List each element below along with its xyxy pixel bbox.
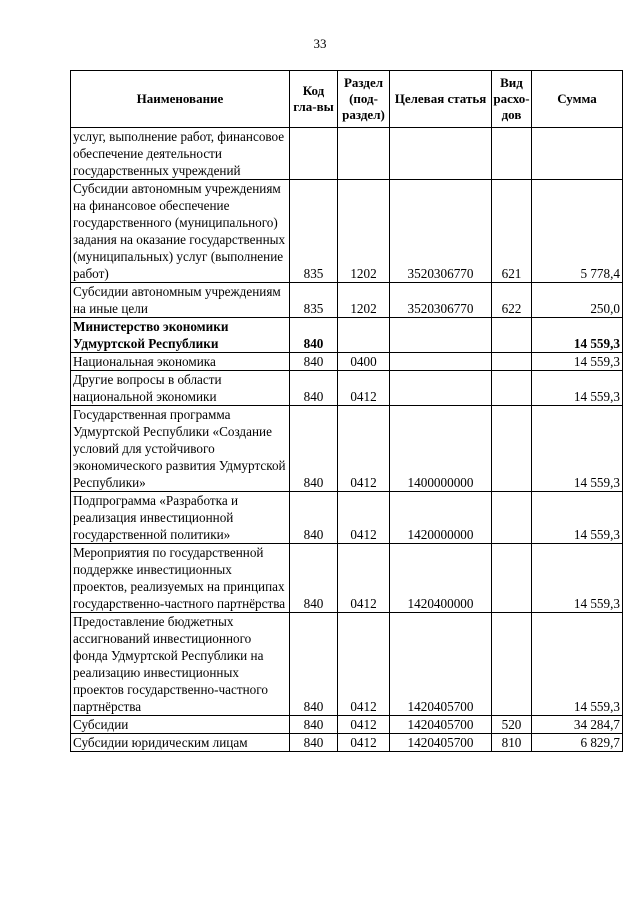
table-row xyxy=(71,406,623,492)
cell-chapter: 840 xyxy=(290,371,338,406)
cell-section: 0412 xyxy=(338,406,390,492)
cell-chapter: 835 xyxy=(290,180,338,283)
cell-target xyxy=(390,128,492,180)
table-row xyxy=(71,371,623,406)
cell-name: услуг, выполнение работ, финансовое обеспечение деятельности государственных учреждений xyxy=(71,128,290,180)
table-row xyxy=(71,544,623,613)
cell-type xyxy=(492,128,532,180)
cell-section xyxy=(338,318,390,353)
cell-sum: 14 559,3 xyxy=(532,318,623,353)
header-type: Вид расхо-дов xyxy=(492,71,532,128)
cell-section: 0412 xyxy=(338,716,390,734)
cell-name: Министерство экономики Удмуртской Республики xyxy=(71,318,290,353)
cell-section: 0412 xyxy=(338,734,390,752)
table-row xyxy=(71,613,623,716)
cell-chapter xyxy=(290,128,338,180)
table-body xyxy=(71,128,623,752)
cell-type: 621 xyxy=(492,180,532,283)
cell-name: Субсидии автономным учреждениям на иные цели xyxy=(71,283,290,318)
table-row xyxy=(71,734,623,752)
cell-type xyxy=(492,318,532,353)
table-row xyxy=(71,492,623,544)
cell-target xyxy=(390,353,492,371)
cell-target: 1420400000 xyxy=(390,544,492,613)
cell-type xyxy=(492,406,532,492)
cell-chapter: 840 xyxy=(290,318,338,353)
cell-name: Государственная программа Удмуртской Республики «Создание условий для устойчивого экономического развития Удмуртской Республики» xyxy=(71,406,290,492)
cell-type xyxy=(492,353,532,371)
cell-target: 1420405700 xyxy=(390,716,492,734)
cell-sum: 14 559,3 xyxy=(532,353,623,371)
cell-chapter: 840 xyxy=(290,716,338,734)
cell-chapter: 840 xyxy=(290,734,338,752)
cell-name: Субсидии xyxy=(71,716,290,734)
cell-sum: 250,0 xyxy=(532,283,623,318)
cell-target: 1420000000 xyxy=(390,492,492,544)
cell-type: 810 xyxy=(492,734,532,752)
cell-section: 0400 xyxy=(338,353,390,371)
cell-type: 622 xyxy=(492,283,532,318)
cell-chapter: 840 xyxy=(290,353,338,371)
cell-section: 0412 xyxy=(338,492,390,544)
cell-type: 520 xyxy=(492,716,532,734)
cell-name: Мероприятия по государственной поддержке инвестиционных проектов, реализуемых на принципах государственно-частного партнёрства xyxy=(71,544,290,613)
cell-chapter: 840 xyxy=(290,613,338,716)
table-row xyxy=(71,318,623,353)
cell-sum: 14 559,3 xyxy=(532,544,623,613)
cell-target: 3520306770 xyxy=(390,283,492,318)
cell-chapter: 840 xyxy=(290,544,338,613)
cell-name: Национальная экономика xyxy=(71,353,290,371)
cell-target: 3520306770 xyxy=(390,180,492,283)
cell-type xyxy=(492,613,532,716)
cell-section: 0412 xyxy=(338,613,390,716)
cell-section: 0412 xyxy=(338,544,390,613)
cell-sum xyxy=(532,128,623,180)
cell-section xyxy=(338,128,390,180)
cell-chapter: 840 xyxy=(290,492,338,544)
table-header-row xyxy=(71,71,623,128)
cell-type xyxy=(492,492,532,544)
cell-sum: 5 778,4 xyxy=(532,180,623,283)
table-row xyxy=(71,353,623,371)
cell-sum: 6 829,7 xyxy=(532,734,623,752)
cell-name: Субсидии автономным учреждениям на финансовое обеспечение государственного (муниципального) задания на оказание государственных (муниципальных) услуг (выполнение работ) xyxy=(71,180,290,283)
cell-target: 1420405700 xyxy=(390,734,492,752)
cell-chapter: 840 xyxy=(290,406,338,492)
cell-name: Предоставление бюджетных ассигнований инвестиционного фонда Удмуртской Республики на реализацию инвестиционных проектов государственно-частного партнёрства xyxy=(71,613,290,716)
cell-section: 0412 xyxy=(338,371,390,406)
header-target: Целевая статья xyxy=(390,71,492,128)
table-row xyxy=(71,128,623,180)
cell-section: 1202 xyxy=(338,180,390,283)
cell-name: Другие вопросы в области национальной экономики xyxy=(71,371,290,406)
cell-sum: 14 559,3 xyxy=(532,492,623,544)
cell-sum: 14 559,3 xyxy=(532,371,623,406)
table-row xyxy=(71,283,623,318)
cell-type xyxy=(492,544,532,613)
table-row xyxy=(71,716,623,734)
cell-name: Субсидии юридическим лицам xyxy=(71,734,290,752)
cell-chapter: 835 xyxy=(290,283,338,318)
cell-target: 1400000000 xyxy=(390,406,492,492)
cell-target xyxy=(390,318,492,353)
cell-sum: 34 284,7 xyxy=(532,716,623,734)
table-row xyxy=(71,180,623,283)
cell-type xyxy=(492,371,532,406)
header-section: Раздел (под-раздел) xyxy=(338,71,390,128)
page-number: 33 xyxy=(313,36,327,51)
cell-target xyxy=(390,371,492,406)
cell-name: Подпрограмма «Разработка и реализация инвестиционной государственной политики» xyxy=(71,492,290,544)
cell-section: 1202 xyxy=(338,283,390,318)
cell-target: 1420405700 xyxy=(390,613,492,716)
cell-sum: 14 559,3 xyxy=(532,613,623,716)
header-name: Наименование xyxy=(71,71,290,128)
budget-table xyxy=(70,70,623,752)
cell-sum: 14 559,3 xyxy=(532,406,623,492)
header-chapter: Код гла-вы xyxy=(290,71,338,128)
header-sum: Сумма xyxy=(532,71,623,128)
